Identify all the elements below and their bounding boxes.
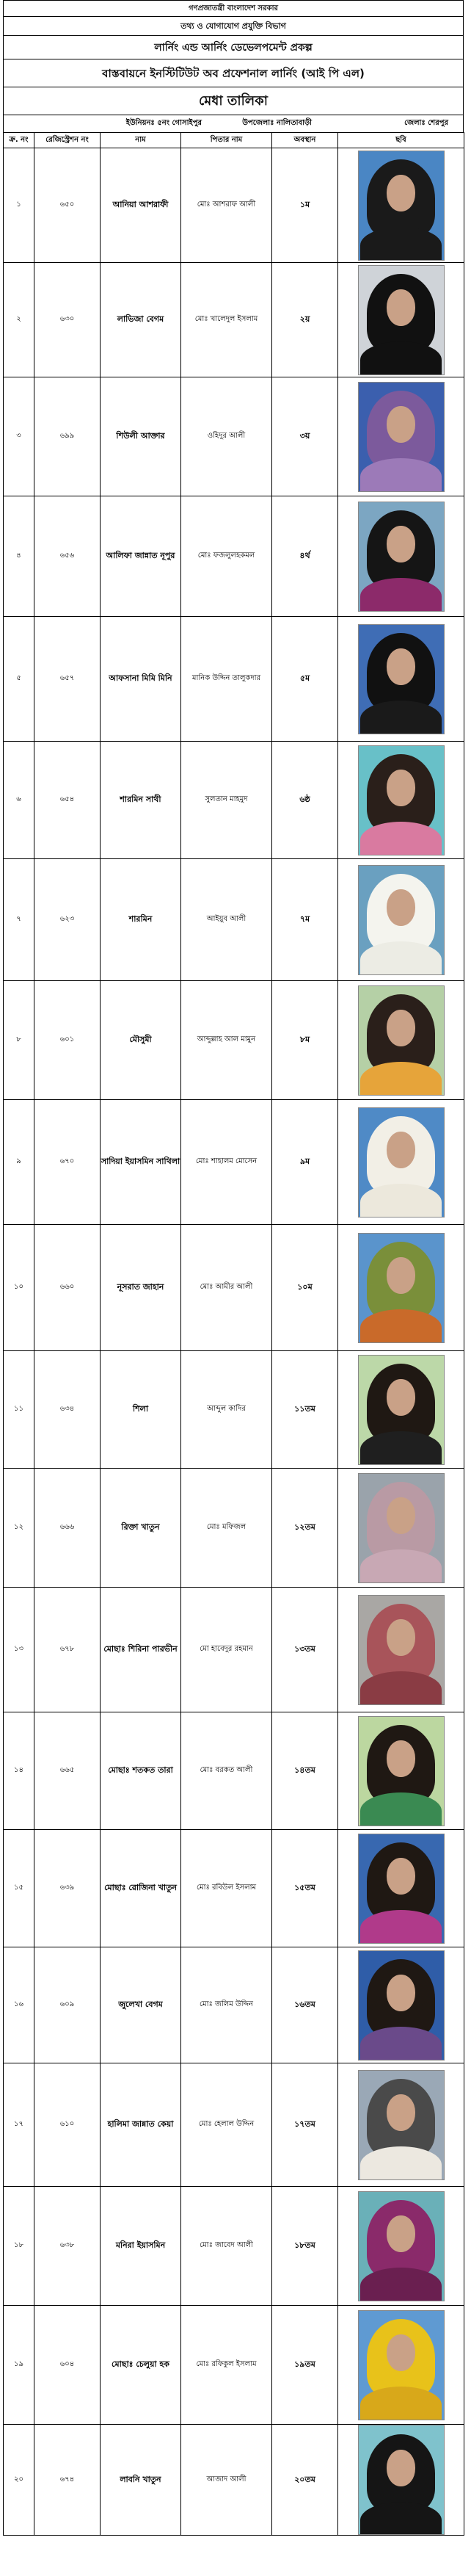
name-cell: আনিয়া আশরাফী — [101, 148, 181, 263]
rank-cell: ১৪তম — [272, 1712, 338, 1830]
table-row — [4, 377, 464, 496]
serial-cell: ৭ — [4, 859, 34, 981]
candidate-photo — [358, 1950, 445, 2061]
page-title: মেধা তালিকা — [3, 87, 464, 115]
name-cell: মোছাঃ চেলুয়া হক — [101, 2306, 181, 2425]
photo-face — [387, 889, 415, 926]
registration-cell: ৬১০ — [34, 2063, 101, 2187]
father-name-cell: মোঃ শাহালম মোসেন — [181, 1100, 272, 1225]
candidate-photo — [358, 1716, 445, 1826]
candidate-photo — [358, 2191, 445, 2301]
candidate-photo — [358, 2310, 445, 2420]
candidate-photo — [358, 1355, 445, 1465]
registration-cell: ৬৭৮ — [34, 1588, 101, 1712]
photo-face — [387, 526, 415, 562]
photo-face — [387, 175, 415, 211]
photo-face — [387, 406, 415, 443]
father-name-cell: মোঃ ফজলুলহকমল — [181, 496, 272, 617]
candidate-photo — [358, 151, 445, 261]
registration-cell: ৬২৩ — [34, 859, 101, 981]
rank-cell: ১১তম — [272, 1351, 338, 1469]
name-cell: শিলা — [101, 1351, 181, 1469]
father-name-cell: মানিক উদ্দিন তালুকদার — [181, 617, 272, 742]
father-name-cell: মোঃ জাবেদ আলী — [181, 2187, 272, 2306]
registration-cell: ৬০১ — [34, 981, 101, 1100]
photo-shoulders — [360, 701, 442, 734]
candidate-photo — [358, 1595, 445, 1705]
registration-cell: ৬৫৭ — [34, 617, 101, 742]
father-name-cell: আব্দুল্লাহ আল মামুন — [181, 981, 272, 1100]
name-cell: রিক্তা খাতুন — [101, 1469, 181, 1588]
serial-cell: ১৫ — [4, 1830, 34, 1947]
name-cell: জুলেখা বেগম — [101, 1947, 181, 2063]
photo-face — [387, 2215, 415, 2252]
table-row — [4, 742, 464, 859]
father-name-cell: মোঃ রবিউল ইসলাম — [181, 1830, 272, 1947]
district-label: জেলাঃ শেরপুর — [404, 119, 448, 127]
father-name-cell: মো হাবেদুর রহমান — [181, 1588, 272, 1712]
table-row — [4, 1100, 464, 1225]
candidate-photo — [358, 2425, 445, 2535]
rank-cell: ১৭তম — [272, 2063, 338, 2187]
photo-cell — [338, 377, 464, 496]
photo-shoulders — [360, 1309, 442, 1342]
photo-cell — [338, 1351, 464, 1469]
table-row — [4, 2306, 464, 2425]
registration-cell: ৬৫০ — [34, 148, 101, 263]
name-cell: শারমিন — [101, 859, 181, 981]
name-cell: লাবনি খাতুন — [101, 2425, 181, 2536]
serial-cell: ১৭ — [4, 2063, 34, 2187]
rank-cell: ৬ষ্ঠ — [272, 742, 338, 859]
name-cell: হালিমা জান্নাত কেয়া — [101, 2063, 181, 2187]
table-row — [4, 1225, 464, 1351]
candidate-photo — [358, 865, 445, 975]
name-cell: মৌসুমী — [101, 981, 181, 1100]
registration-cell: ৬৩৯ — [34, 1830, 101, 1947]
registration-cell: ৬৩৪ — [34, 1351, 101, 1469]
rank-cell: ১৫তম — [272, 1830, 338, 1947]
registration-cell: ৬৫৪ — [34, 742, 101, 859]
rank-cell: ৫ম — [272, 617, 338, 742]
candidate-photo — [358, 745, 445, 855]
photo-shoulders — [360, 1792, 442, 1826]
project-title: লার্নিং এন্ড আর্নিং ডেভেলপমেন্ট প্রকল্প — [3, 35, 464, 59]
name-cell: মোছাঃ শিরিনা পারভীন — [101, 1588, 181, 1712]
serial-cell: ৬ — [4, 742, 34, 859]
photo-face — [387, 1132, 415, 1168]
photo-cell — [338, 1588, 464, 1712]
candidate-photo — [358, 624, 445, 734]
registration-cell: ৬৬৫ — [34, 1712, 101, 1830]
photo-shoulders — [360, 1549, 442, 1582]
registration-cell: ৬০৯ — [34, 1947, 101, 2063]
name-cell: মনিরা ইয়াসমিন — [101, 2187, 181, 2306]
table-row — [4, 1351, 464, 1469]
photo-cell — [338, 2187, 464, 2306]
father-name-cell: মোঃ আশরাফ আলী — [181, 148, 272, 263]
photo-face — [387, 1497, 415, 1534]
rank-cell: ৮ম — [272, 981, 338, 1100]
serial-cell: ১ — [4, 148, 34, 263]
table-row — [4, 1947, 464, 2063]
name-cell: লাভিজা বেগম — [101, 263, 181, 377]
serial-cell: ১৮ — [4, 2187, 34, 2306]
father-name-cell: মোঃ বরকত আলী — [181, 1712, 272, 1830]
rank-cell: ২য় — [272, 263, 338, 377]
upazila-label: উপজেলাঃ নালিতাবাড়ী — [242, 119, 312, 127]
photo-shoulders — [360, 1671, 442, 1704]
photo-shoulders — [360, 458, 442, 491]
registration-cell: ৬০৪ — [34, 2306, 101, 2425]
name-cell: সাদিয়া ইয়াসমিন সাথিলা — [101, 1100, 181, 1225]
photo-cell — [338, 1100, 464, 1225]
photo-cell — [338, 859, 464, 981]
name-cell: শারমিন সাথী — [101, 742, 181, 859]
candidate-photo — [358, 1233, 445, 1343]
serial-cell: ১১ — [4, 1351, 34, 1469]
photo-cell — [338, 496, 464, 617]
location-row — [3, 115, 464, 132]
merit-table — [3, 132, 464, 2536]
rank-cell: ৭ম — [272, 859, 338, 981]
photo-cell — [338, 2063, 464, 2187]
father-name-cell: মোঃ মফিজল — [181, 1469, 272, 1588]
serial-cell: ১২ — [4, 1469, 34, 1588]
serial-cell: ৩ — [4, 377, 34, 496]
registration-cell: ৬৯৯ — [34, 377, 101, 496]
photo-face — [387, 2094, 415, 2131]
candidate-photo — [358, 985, 445, 1096]
rank-cell: ১৩তম — [272, 1588, 338, 1712]
rank-cell: ৯ম — [272, 1100, 338, 1225]
table-header-row — [4, 133, 464, 148]
rank-cell: ১ম — [272, 148, 338, 263]
father-name-cell: আব্দুল কাদির — [181, 1351, 272, 1469]
table-row — [4, 981, 464, 1100]
serial-cell: ১০ — [4, 1225, 34, 1351]
serial-cell: ১৬ — [4, 1947, 34, 2063]
table-row — [4, 148, 464, 263]
table-row — [4, 496, 464, 617]
photo-cell — [338, 1830, 464, 1947]
photo-shoulders — [360, 2387, 442, 2420]
father-name-cell: আইয়ুব আলী — [181, 859, 272, 981]
photo-face — [387, 648, 415, 685]
photo-face — [387, 1257, 415, 1294]
photo-face — [387, 289, 415, 326]
table-row — [4, 1469, 464, 1588]
division-title: তথ্য ও যোগাযোগ প্রযুক্তি বিভাগ — [3, 16, 464, 35]
rank-cell: ১৬তম — [272, 1947, 338, 2063]
photo-shoulders — [360, 1910, 442, 1943]
photo-cell — [338, 263, 464, 377]
candidate-photo — [358, 2070, 445, 2180]
photo-cell — [338, 617, 464, 742]
column-header-photo: ছবি — [338, 133, 464, 148]
candidate-photo — [358, 1473, 445, 1583]
rank-cell: ১০ম — [272, 1225, 338, 1351]
serial-cell: ২ — [4, 263, 34, 377]
serial-cell: ২০ — [4, 2425, 34, 2536]
photo-shoulders — [360, 1184, 442, 1217]
column-header-registration: রেজিস্ট্রেশন নং — [34, 133, 101, 148]
name-cell: মোছাঃ শতকত তারা — [101, 1712, 181, 1830]
serial-cell: ৫ — [4, 617, 34, 742]
registration-cell: ৬৫৬ — [34, 496, 101, 617]
name-cell: মোছাঃ রোজিনা খাতুন — [101, 1830, 181, 1947]
photo-cell — [338, 742, 464, 859]
photo-shoulders — [360, 941, 442, 974]
photo-cell — [338, 1225, 464, 1351]
table-row — [4, 1588, 464, 1712]
implementer-title: বাস্তবায়নে ইনস্টিটিউট অব প্রফেশনাল লার্নিং (আই পি এল) — [3, 59, 464, 87]
photo-face — [387, 1740, 415, 1777]
father-name-cell: সুলতান মাহমুদ — [181, 742, 272, 859]
photo-shoulders — [360, 2027, 442, 2060]
photo-face — [387, 2450, 415, 2486]
father-name-cell: আজাদ আলী — [181, 2425, 272, 2536]
column-header-serial: ক্র. নং — [4, 133, 34, 148]
photo-cell — [338, 981, 464, 1100]
photo-shoulders — [360, 2502, 442, 2535]
photo-shoulders — [360, 578, 442, 611]
father-name-cell: মোঃ খালেদুল ইসলাম — [181, 263, 272, 377]
photo-face — [387, 1379, 415, 1416]
government-title: গণপ্রজাতন্ত্রী বাংলাদেশ সরকার — [3, 0, 464, 16]
column-header-name: নাম — [101, 133, 181, 148]
serial-cell: ১৩ — [4, 1588, 34, 1712]
photo-shoulders — [360, 2268, 442, 2301]
table-row — [4, 1830, 464, 1947]
table-row — [4, 859, 464, 981]
rank-cell: ৪র্থ — [272, 496, 338, 617]
rank-cell: ২০তম — [272, 2425, 338, 2536]
photo-cell — [338, 1712, 464, 1830]
name-cell: শিউলী আক্তার — [101, 377, 181, 496]
photo-cell — [338, 2425, 464, 2536]
name-cell: আফসানা মিমি মিনি — [101, 617, 181, 742]
photo-shoulders — [360, 341, 442, 375]
registration-cell: ৬৭৪ — [34, 2425, 101, 2536]
merit-list-document — [3, 0, 464, 2536]
name-cell: নূসরাত জাহান — [101, 1225, 181, 1351]
rank-cell: ১৮তম — [272, 2187, 338, 2306]
registration-cell: ৬৩০ — [34, 263, 101, 377]
photo-shoulders — [360, 1431, 442, 1464]
photo-shoulders — [360, 1062, 442, 1095]
father-name-cell: মোঃ জলিম উদ্দিন — [181, 1947, 272, 2063]
name-cell: আলিফা জান্নাত নূপুর — [101, 496, 181, 617]
father-name-cell: মোঃ রফিকুল ইসলাম — [181, 2306, 272, 2425]
photo-cell — [338, 1947, 464, 2063]
photo-cell — [338, 2306, 464, 2425]
union-label: ইউনিয়নঃ ৫নং গোসাইপুর — [125, 119, 202, 127]
candidate-photo — [358, 502, 445, 612]
photo-face — [387, 1010, 415, 1046]
photo-shoulders — [360, 822, 442, 855]
candidate-photo — [358, 1107, 445, 1218]
photo-face — [387, 1975, 415, 2011]
registration-cell: ৬৭০ — [34, 1100, 101, 1225]
father-name-cell: মোঃ আমীর আলী — [181, 1225, 272, 1351]
column-header-rank: অবস্থান — [272, 133, 338, 148]
rank-cell: ১৯তম — [272, 2306, 338, 2425]
photo-face — [387, 1619, 415, 1656]
father-name-cell: মোঃ হেলাল উদ্দিন — [181, 2063, 272, 2187]
rank-cell: ৩য় — [272, 377, 338, 496]
photo-cell — [338, 148, 464, 263]
table-row — [4, 617, 464, 742]
candidate-photo — [358, 382, 445, 492]
photo-cell — [338, 1469, 464, 1588]
registration-cell: ৬৬৬ — [34, 1469, 101, 1588]
column-header-father-name: পিতার নাম — [181, 133, 272, 148]
photo-shoulders — [360, 227, 442, 260]
table-row — [4, 2063, 464, 2187]
photo-face — [387, 2334, 415, 2371]
serial-cell: ৪ — [4, 496, 34, 617]
serial-cell: ৯ — [4, 1100, 34, 1225]
candidate-photo — [358, 1834, 445, 1944]
rank-cell: ১২তম — [272, 1469, 338, 1588]
registration-cell: ৬৩৮ — [34, 2187, 101, 2306]
serial-cell: ১৯ — [4, 2306, 34, 2425]
photo-face — [387, 1858, 415, 1895]
photo-face — [387, 770, 415, 806]
serial-cell: ৮ — [4, 981, 34, 1100]
photo-shoulders — [360, 2146, 442, 2179]
table-row — [4, 2425, 464, 2536]
table-row — [4, 2187, 464, 2306]
table-row — [4, 263, 464, 377]
candidate-photo — [358, 265, 445, 375]
table-row — [4, 1712, 464, 1830]
registration-cell: ৬৬০ — [34, 1225, 101, 1351]
father-name-cell: ওহিদুর আলী — [181, 377, 272, 496]
serial-cell: ১৪ — [4, 1712, 34, 1830]
